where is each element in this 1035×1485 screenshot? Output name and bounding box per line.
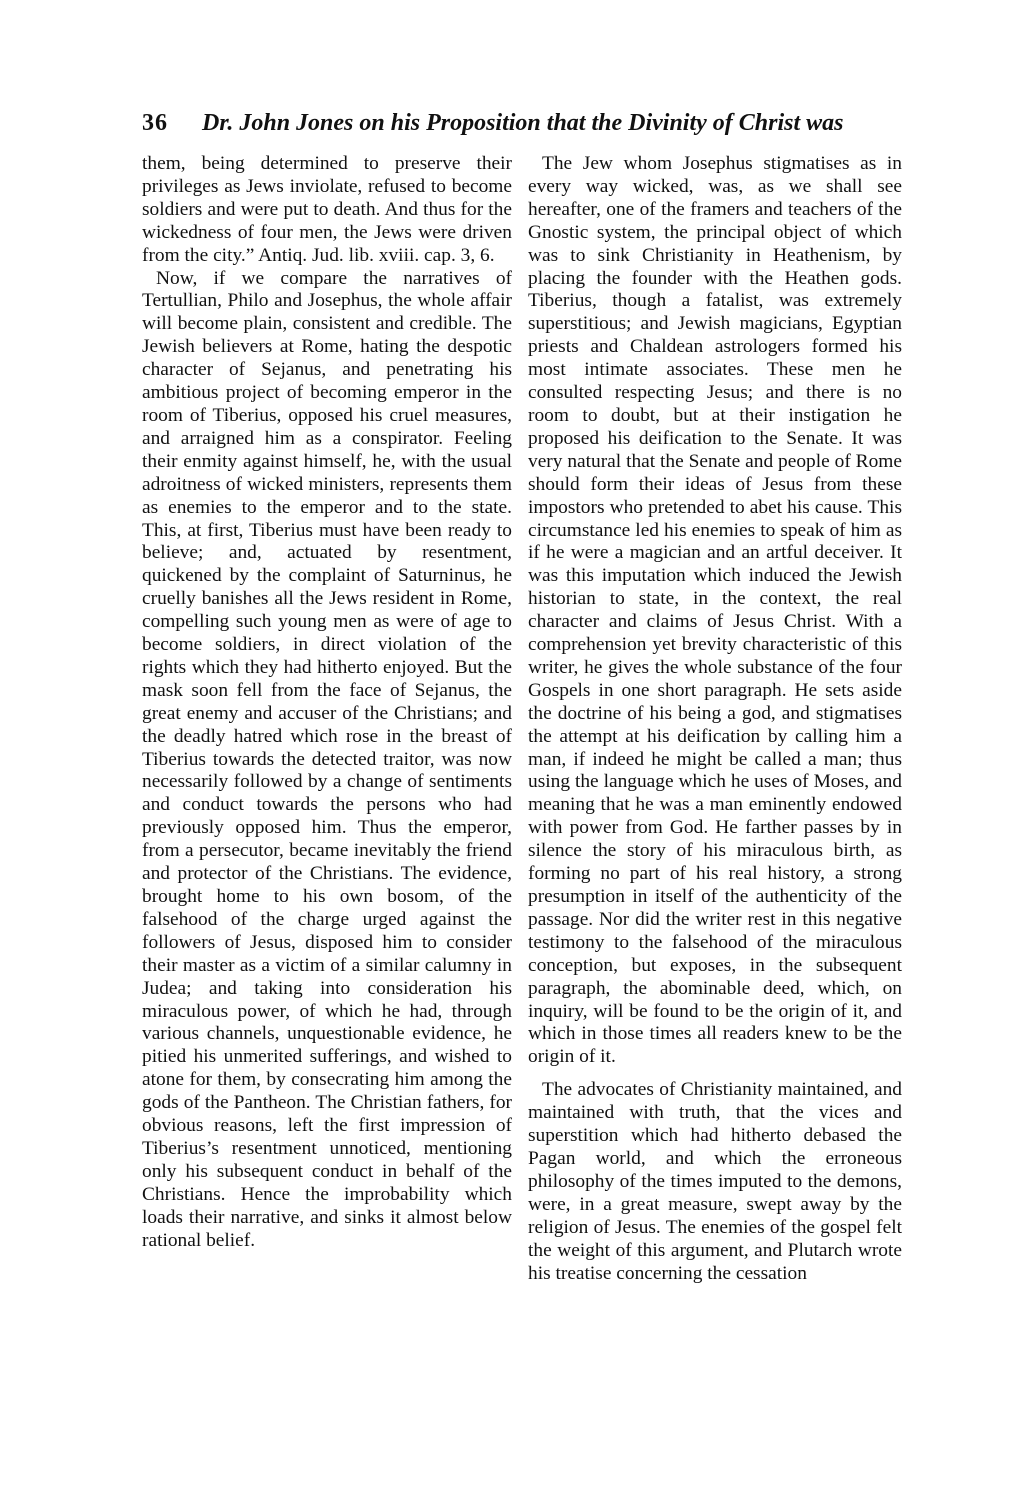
right-column (528, 153, 902, 1285)
running-title: Dr. John Jones on his Proposition that the Divinity of Christ was (202, 110, 844, 136)
left-paragraph-1: them, being determined to preserve their privileges as Jews inviolate, refused to become soldiers and were put to death. And thus for the wickedness of four men, the Jews were driven from the city.” Antiq. Jud. lib. xviii. cap. 3, 6. (142, 153, 512, 266)
right-paragraph-1: The Jew whom Josephus stigmatises as in every way wicked, was, as we shall see hereafter, one of the framers and teachers of the Gnostic system, the principal object of which was to sink Christianity in Heathenism, by placing the founder with the Heathen gods. Tiberius, though a fatalist, was extremely superstitious; and Jewish magicians, Egyptian priests and Chaldean astrologers formed his most intimate associates. These men he consulted respecting Jesus; and there is no room to doubt, but at their instigation he proposed his deification to the Senate. It was very natural that the Senate and people of Rome should form their ideas of Jesus from these impostors who pretended to abet his cause. This circumstance led his enemies to speak of him as if he were a magician and an artful deceiver. It was this imputation which induced the Jewish historian to state, in the context, the real character and claims of Jesus Christ. With a comprehension yet brevity characteristic of this writer, he gives the whole substance of the four Gospels in one short paragraph. He sets aside the doctrine of his being a god, and stigmatises the attempt at his deification by calling him a man, if indeed he might be called a man; thus using the language which he uses of Moses, and meaning that he was a man eminently endowed with power from God. He farther passes by in silence the story of his miraculous birth, as forming no part of his real history, a strong presumption in itself of the authenticity of the passage. Nor did the writer rest in this negative testimony to the falsehood of the miraculous conception, but exposes, in the subsequent paragraph, the abominable deed, which, on inquiry, will be found to be the origin of it, and which in those times all readers knew to be the origin of it. (528, 153, 902, 1068)
page-header (142, 110, 902, 146)
left-paragraph-2: Now, if we compare the narratives of Tertullian, Philo and Josephus, the whole affair will become plain, consistent and credible. The Jewish believers at Rome, hating the despotic character of Sejanus, and penetrating his ambitious project of becoming emperor in the room of Tiberius, opposed his cruel measures, and arraigned him as a conspirator. Feeling their enmity against himself, he, with the usual adroitness of wicked ministers, represents them as enemies to the emperor and to the state. This, at first, Tiberius must have been ready to believe; and, actuated by resentment, quickened by the complaint of Saturninus, he cruelly banishes all the Jews resident in Rome, compelling such young men as were of age to become soldiers, in direct violation of the rights which they had hitherto enjoyed. But the mask soon fell from the face of Sejanus, the great enemy and accuser of the Christians; and the deadly hatred which rose in the breast of Tiberius towards the detected traitor, was now necessarily followed by a change of sentiments and conduct towards the persons who had previously opposed him. Thus the emperor, from a persecutor, became inevitably the friend and protector of the Christians. The evidence, brought home to his own bosom, of the falsehood of the charge urged against the followers of Jesus, disposed him to consider their master as a victim of a similar calumny in Judea; and taking into consideration his miraculous power, of which he had, through various channels, unquestionable evidence, he pitied his unmerited sufferings, and wished to atone for them, by consecrating him among the gods of the Pantheon. The Christian fathers, for obvious reasons, left the first impression of Tiberius’s resentment unnoticed, mentioning only his subsequent conduct in behalf of the Christians. Hence the improbability which loads their narrative, and sinks it almost below rational belief. (142, 267, 512, 1251)
page-number: 36 (142, 110, 168, 136)
right-paragraph-2: The advocates of Christianity maintained, and maintained with truth, that the vices and superstition which had hitherto debased the Pagan world, and which the erroneous philosophy of the times imputed to the demons, were, in a great measure, swept away by the religion of Jesus. The enemies of the gospel felt the weight of this argument, and Plutarch wrote his treatise concerning the cessation (528, 1079, 902, 1284)
left-column (142, 153, 512, 1253)
